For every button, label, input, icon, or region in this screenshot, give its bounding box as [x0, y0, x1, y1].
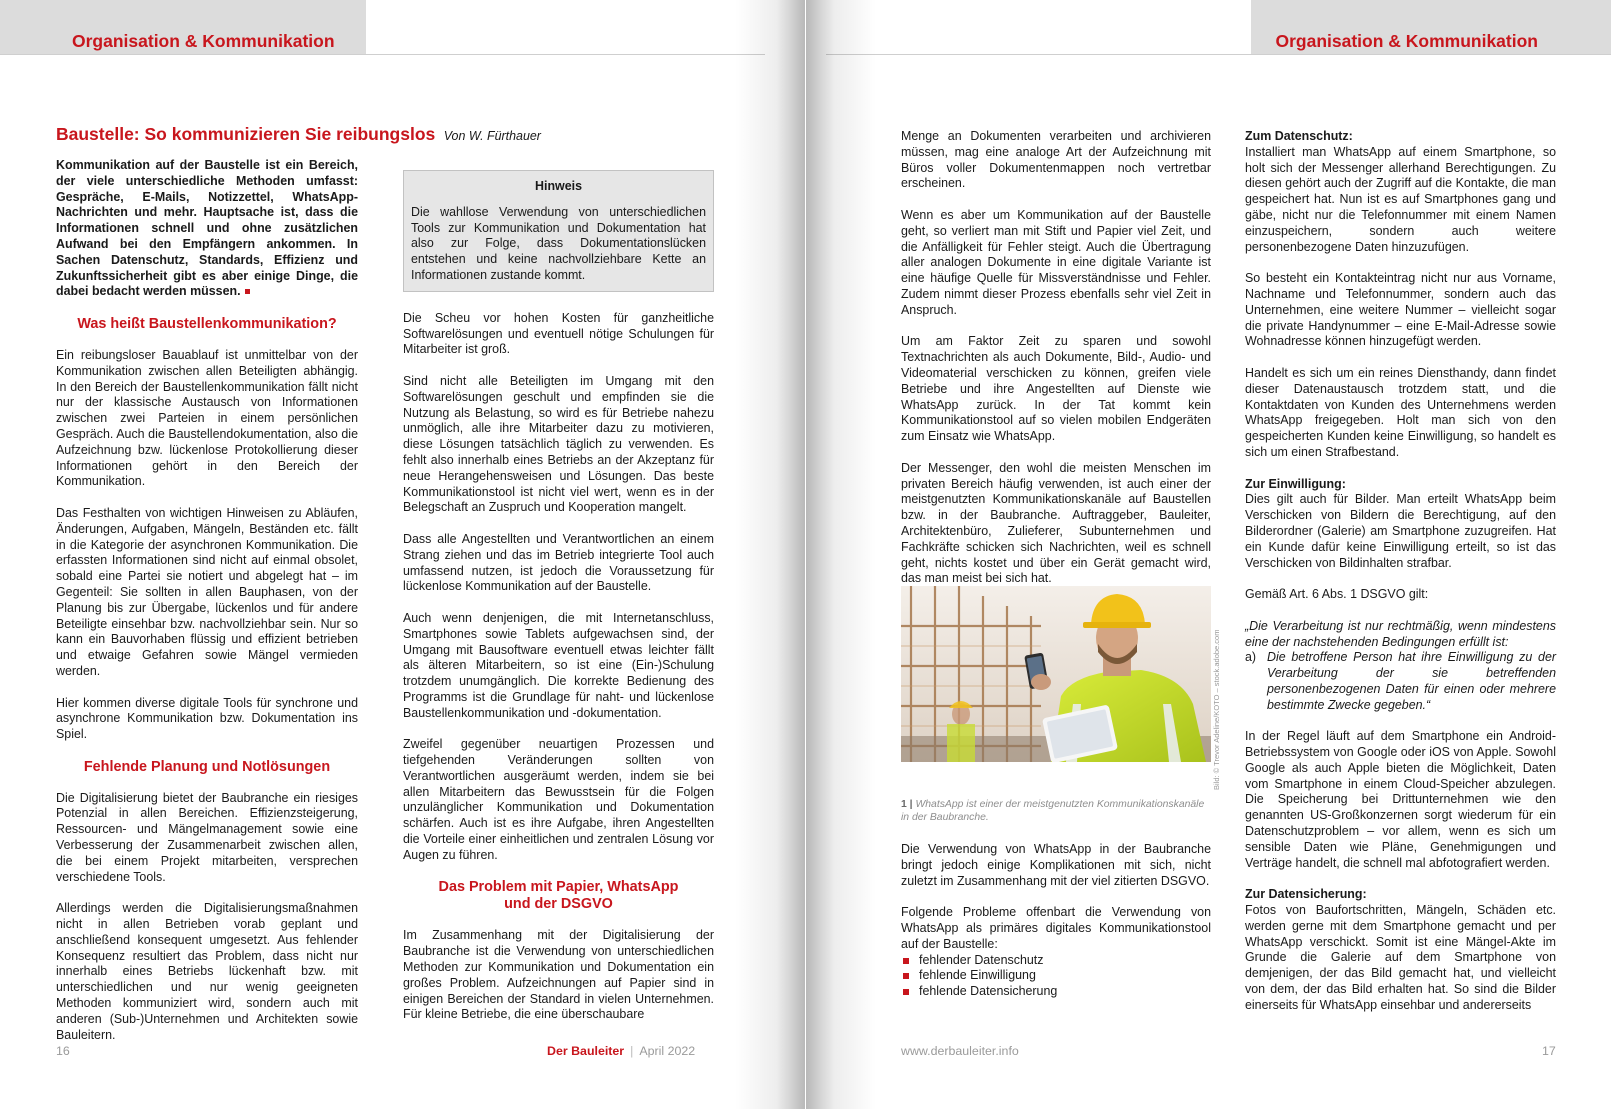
page-number-right: 17 [1542, 1044, 1556, 1058]
figure-number: 1 | [901, 799, 913, 810]
subheading-einwilligung: Zur Einwilligung: [1245, 476, 1346, 491]
column-2 [403, 170, 714, 1023]
paragraph-text: Dies gilt auch für Bilder. Man erteilt WhatsApp beim Verschicken von Bildern die Berechtigung, auf den Bilderordner (Galerie) am Smartphone zuzugreifen. Hat ein Kunde dafür keine Einwilligung erteilt, so ist das Verschicken von Bildinhalten strafbar. [1245, 492, 1556, 570]
paragraph: Die Digitalisierung bietet der Baubranche ein riesiges Potenzial in allen Bereichen. Effizienzsteigerung, Ressourcen- und Mängelmanagement sowie eine Verbesserung der Zusammenarbeit zwischen allen, die bei einem Projekt mitarbeiten, versprechen verschiedene Tools. [56, 790, 358, 884]
section-title: Organisation & Kommunikation [1275, 31, 1538, 51]
paragraph: Sind nicht alle Beteiligten im Umgang mit den Softwarelösungen geschult und empfinden sie die Nutzung als Belastung, so wird es für Betriebe nahezu unmöglich, alle ihre Mitarbeiter dazu zu motivieren, diese Lösungen tatsächlich täglich zu verwenden. Es fehlt also innerhalb eines Betriebs an der Akzeptanz für neue Herangehensweisen und Lösungen. Das beste Kommunikationstool ist nicht viel wert, wenn es in der Belegschaft an Zuspruch und Kooperation mangelt. [403, 373, 714, 515]
quote-item-letter: a) [1245, 650, 1257, 665]
issue-date: April 2022 [639, 1044, 696, 1058]
paragraph: Die Scheu vor hohen Kosten für ganzheitliche Softwarelösungen und eventuell nötige Schulungen für Mitarbeiter ist groß. [403, 310, 714, 357]
paragraph: Die Verwendung von WhatsApp in der Baubranche bringt jedoch einige Komplikationen mit sich, nicht zuletzt im Zusammenhang mit der viel zitierten DSGVO. [901, 842, 1211, 888]
header-rule [0, 54, 765, 55]
figure-caption-text: WhatsApp ist einer der meistgenutzten Kommunikationskanäle in der Baubranche. [901, 799, 1205, 823]
column-4 [1245, 129, 1556, 1014]
footer-masthead [547, 1044, 695, 1058]
lead-text: Kommunikation auf der Baustelle ist ein Bereich, der viele unterschiedliche Methoden umfasst: Gespräche, E-Mails, Notizzettel, WhatsApp-Nachrichten und mehr. Hauptsache ist, dass die Informationen schnell und ohne zusätzlichen Aufwand bei den Empfängern ankommen. In Sachen Datenschutz, Standards, Effizienz und Zukunftssicherheit gibt es aber einige Dinge, die dabei bedacht werden müssen. [56, 158, 358, 299]
subheading: Was heißt Baustellenkommunikation? [77, 315, 337, 332]
paragraph: Menge an Dokumenten verarbeiten und archivieren müssen, mag eine analoge Art der Aufzeichnung mit Büros voller Dokumentenmappen noch vertretbar erscheinen. [901, 129, 1211, 191]
column-3-continued [901, 842, 1211, 1000]
magazine-name: Der Bauleiter [547, 1044, 625, 1058]
photo-credit-text: Bild: © Trevor Adeline/KOTO – stock.adobe.com [1212, 629, 1221, 790]
footer-website: www.derbauleiter.info [901, 1044, 1019, 1058]
footer-separator: | [630, 1044, 634, 1058]
paragraph [1245, 887, 1556, 1013]
subheading-datenschutz: Zum Datenschutz: [1245, 129, 1353, 143]
hint-text: Die wahllose Verwendung von unterschiedlichen Tools zur Kommunikation und Dokumentation hat also zur Folge, dass Dokumentationslücken entstehen und keine nachvollziehbare Kette an Informationen zustande kommt. [411, 204, 706, 282]
quote-intro: „Die Verarbeitung ist nur rechtmäßig, wenn mindestens eine der nachstehenden Bedingungen erfüllt ist: [1245, 618, 1556, 649]
page-number-left: 16 [56, 1044, 70, 1058]
subheading-line: und der DSGVO [504, 896, 613, 913]
paragraph [1245, 129, 1556, 255]
paragraph [1245, 477, 1556, 572]
paragraph-text: Installiert man WhatsApp auf einem Smartphone, so holt sich der Messenger allerhand Berechtigungen. Zu diesen gehört auch der Zugriff auf die Kontakte, die man gespeichert hat. Nun ist es auf Smartphones gang und gäbe, nicht nur die Telefonnummer mit einem Namen einzuspeichern, sondern auch weitere personenbezogene Daten hinzuzufügen. [1245, 144, 1556, 254]
list-item: fehlende Einwilligung [901, 968, 1211, 984]
list-item: fehlender Datenschutz [901, 953, 1211, 969]
paragraph: Um am Faktor Zeit zu sparen und sowohl Textnachrichten als auch Dokumente, Bild-, Audio- und Videomaterial verschicken zu können, greifen viele Betriebe und ihre Angestellten auf Dienste wie WhatsApp zurück. In der Tat kommt kein Kommunikationstool auf so vielen mobilen Endgeräten zum Einsatz wie WhatsApp. [901, 334, 1211, 444]
paragraph: Ein reibungsloser Bauablauf ist unmittelbar von der Kommunikation zwischen allen Beteiligten abhängig. In den Bereich der Baustellenkommunikation fällt nicht nur der klassische Austausch von Informationen zwischen zwei Parteien in einem persönlichen Gespräch. Auch die Baustellendokumentation, also die Aufzeichnung bzw. lückenlose Protokollierung dieser Informationen gehört in den Bereich der Kommunikation. [56, 347, 358, 489]
paragraph: Das Festhalten von wichtigen Hinweisen zu Abläufen, Änderungen, Aufgaben, Mängeln, Beständen etc. fällt in die Kategorie der asynchronen Kommunikation. Die erfassten Informationen sind nicht auf einmal obsolet, sobald eine Partei sie notiert und abgelegt hat – im Gegenteil: Sie sollten in allen Bauphasen, von der Planung bis zur Übergabe, lückenlos und für andere Beteiligte einsehbar bzw. nachvollziehbar sein. Nur so kann ein Bauvorhaben flüssig und effizient betrieben und etwaige Gefahren sowie Mängel vermieden werden. [56, 505, 358, 678]
figure-photo [901, 586, 1211, 762]
subheading: Fehlende Planung und Notlösungen [83, 758, 331, 775]
paragraph: Gemäß Art. 6 Abs. 1 DSGVO gilt: [1245, 587, 1429, 602]
section-title: Organisation & Kommunikation [72, 31, 335, 51]
quote-item-text: Die betroffene Person hat ihre Einwilligung zu der Verarbeitung der sie betreffenden personenbezogenen Daten für einen oder mehrere bestimmte Zwecke gegeben.“ [1267, 650, 1556, 712]
paragraph: Zweifel gegenüber neuartigen Prozessen und tiefgehenden Veränderungen sollten von Verantwortlichen ausgeräumt werden, indem sie bei allen Mitarbeitern das Bewusstsein für die Folgen unzulänglicher Kommunikation und Dokumentation schärfen. Auch ist es ihre Aufgabe, ihren Angestellten die Vorteile einer einheitlichen und zentralen Lösung vor Augen zu führen. [403, 737, 714, 862]
subheading [403, 879, 714, 913]
paragraph: Wenn es aber um Kommunikation auf der Baustelle geht, so verliert man mit Stift und Papier viel Zeit, und die Anfälligkeit für Fehler steigt. Auch die Übertragung aller analogen Dokumente in eine digitale Variante ist eine häufige Quelle für Missverständnisse und Fehler. Zudem nimmt dieser Prozess ebenfalls sehr viel Zeit in Anspruch. [901, 207, 1211, 317]
paragraph: Im Zusammenhang mit der Digitalisierung der Baubranche ist die Verwendung von unterschiedlichen Methoden zur Kommunikation und Dokumentation ein großes Problem. Aufzeichnungen auf Papier sind in einigen Bereichen der Standard in vielen Unternehmen. Für kleine Betriebe, die eine überschaubare [403, 928, 714, 1022]
photo-credit [1212, 610, 1226, 790]
article-headline: Baustelle: So kommunizieren Sie reibungslos [56, 124, 436, 144]
end-mark-icon [245, 289, 250, 294]
figure-caption [901, 798, 1211, 824]
quote-item [1245, 650, 1556, 713]
gutter-shadow [735, 0, 805, 1109]
paragraph: Folgende Probleme offenbart die Verwendung von WhatsApp als primäres digitales Kommunikationstool auf der Baustelle: [901, 905, 1211, 951]
subheading-line: Das Problem mit Papier, WhatsApp [438, 879, 679, 896]
paragraph: Auch wenn denjenigen, die mit Internetanschluss, Smartphones sowie Tablets aufgewachsen sind, der Umgang mit Bausoftware eventuell etwas leichter fällt als älteren Mitarbeitern, so ist eine (Ein-)Schulung trotzdem unumgänglich. Die korrekte Bedienung des Programms ist die Grundlage für naht- und lückenlose Baustellenkommunikation und -dokumentation. [403, 610, 714, 720]
legal-quote [1245, 619, 1556, 714]
problem-list [901, 953, 1211, 1000]
article-title [56, 124, 541, 145]
paragraph: In der Regel läuft auf dem Smartphone ein Android-Betriebssystem von Google oder iOS von Apple. Sowohl Google als auch Apple bieten die Möglichkeit, Daten vom Smartphone in einem Cloud-Speicher abzulegen. Die Speicherung bei Drittunternehmen wie den genannten US-Großkonzernen sorgt wiederum für ein Datenschutzproblem – vor allem, wenn es sich um sensible Daten wie Pläne, Genehmigungen und Verträge handelt, die schnell mal abfotografiert werden. [1245, 729, 1556, 870]
paragraph: Hier kommen diverse digitale Tools für synchrone und asynchrone Kommunikation bzw. Dokumentation ins Spiel. [56, 695, 358, 742]
paragraph: Der Messenger, den wohl die meisten Menschen im privaten Bereich häufig verwenden, ist auch einer der meistgenutzten Kommunikationskanäle auf Baustellen bzw. in der Baubranche. Auftraggeber, Bauleiter, Architektenbüro, Zulieferer, Subunternehmen und Fachkräfte schicken sich Nachrichten, weil es schnell geht, nichts kostet und über ein Gerät gemacht wird, das man meist bei sich hat. [901, 460, 1211, 586]
header-rule [826, 54, 1611, 55]
lead-paragraph [56, 158, 358, 300]
paragraph: Handelt es sich um ein reines Diensthandy, dann findet dieser Datenaustausch trotzdem statt, und die Kontaktdaten von Kunden des Unternehmens werden WhatsApp freigegeben. Holt man sich von den gespeicherten Kunden keine Einwilligung, so handelt es sich um einen Strafbestand. [1245, 365, 1556, 459]
gutter-shadow [806, 0, 876, 1109]
article-author: Von W. Fürthauer [443, 129, 541, 143]
construction-worker-image [901, 586, 1211, 762]
hint-box [403, 170, 714, 292]
subheading-datensicherung: Zur Datensicherung: [1245, 887, 1367, 902]
paragraph-text: Fotos von Baufortschritten, Mängeln, Schäden etc. werden gerne mit dem Smartphone gemacht und per WhatsApp verschickt. Somit ist eine Mängel-Akte im Grunde die Galerie auf dem Smartphone von demjenigen, der das Bild gemacht hat, und vielleicht von dem, der das Bild erhalten hat. So sind die Bilder einerseits für WhatsApp einsehbar und andererseits [1245, 903, 1556, 1012]
list-item: fehlende Datensicherung [901, 984, 1211, 1000]
paragraph: Dass alle Angestellten und Verantwortlichen an einem Strang ziehen und das im Betrieb integrierte Tool auch umfassend nutzen, ist jedoch die Voraussetzung für lückenlose Kommunikation auf der Baustelle. [403, 531, 714, 594]
paragraph: So besteht ein Kontakteintrag nicht nur aus Vorname, Nachname und Telefonnummer, sondern auch das Unternehmen, eine weitere Nummer – vielleicht sogar die private Handynummer – eine E-Mail-Adresse sowie Wohnadresse können hinzugefügt werden. [1245, 271, 1556, 349]
column-1 [56, 158, 358, 1043]
hint-title: Hinweis [535, 179, 582, 193]
left-page [0, 0, 805, 1109]
column-3 [901, 129, 1211, 587]
paragraph: Allerdings werden die Digitalisierungsmaßnahmen nicht in allen Betrieben vorab geplant und anschließend konsequent umgesetzt. Aus fehlender Konsequenz resultiert das Problem, dass nicht nur innerhalb eines Betriebs lückenhaft bzw. mit unterschiedlichen und nur wenig geeigneten Methoden kommuniziert wird, sondern auch mit anderen (Sub-)Unternehmen und Architekten sowie Bauleitern. [56, 901, 358, 1042]
